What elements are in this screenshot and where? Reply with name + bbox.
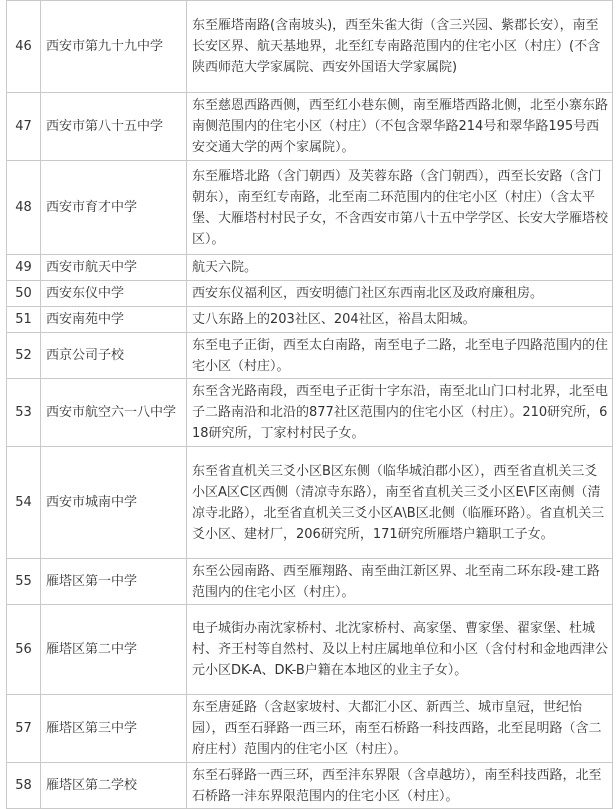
row-number: 57	[7, 695, 41, 763]
row-number: 54	[7, 447, 41, 559]
school-name: 西安市航空六一八中学	[41, 379, 187, 447]
table-row	[7, 447, 613, 559]
school-name: 西京公司子校	[41, 333, 187, 379]
row-number: 53	[7, 379, 41, 447]
row-number: 56	[7, 605, 41, 695]
row-number: 46	[7, 1, 41, 93]
table-row	[7, 161, 613, 255]
table-row	[7, 605, 613, 695]
school-name: 雁塔区第三中学	[41, 695, 187, 763]
row-number: 50	[7, 281, 41, 307]
table-row	[7, 763, 613, 809]
district-area: 丈八东路上的203社区、204社区，裕昌太阳城。	[187, 307, 613, 333]
row-number: 55	[7, 559, 41, 605]
table-row	[7, 307, 613, 333]
school-name: 西安市育才中学	[41, 161, 187, 255]
district-area: 东至含光路南段，西至电子正街十字东沿，南至北山门口村北界，北至电子二路南沿和北沿的877社区范围内的住宅小区（村庄）。210研究所，618研究所，丁家村村民子女。	[187, 379, 613, 447]
district-area: 电子城街办南沈家桥村、北沈家桥村、高家堡、曹家堡、翟家堡、杜城村、齐王村等自然村、及以上村庄属地单位和小区（含付村和金地西津公元小区DK-A、DK-B户籍在本地区的业主子女）。	[187, 605, 613, 695]
district-area: 东至石驿路一西三环，西至沣东界限（含卓越坊），南至科技西路，北至石桥路一沣东界限范围内的住宅小区（村庄）。	[187, 763, 613, 809]
table-row	[7, 281, 613, 307]
school-name: 西安市第九十九中学	[41, 1, 187, 93]
school-name: 雁塔区第二学校	[41, 763, 187, 809]
row-number: 47	[7, 93, 41, 161]
district-area: 东至公园南路、西至雁翔路、南至曲江新区界、北至南二环东段-建工路范围内的住宅小区（村庄）。	[187, 559, 613, 605]
school-name: 雁塔区第二中学	[41, 605, 187, 695]
district-area: 东至省直机关三爻小区B区东侧（临华城泊郡小区），西至省直机关三爻小区A区C区西侧（清凉寺东路），南至省直机关三爻小区E\F区南侧（清凉寺北路），北至省直机关三爻小区A\B区北侧（临雁环路）。省直机关三爻小区、建材厂，206研究所，171研究所雁塔户籍职工子女。	[187, 447, 613, 559]
row-number: 52	[7, 333, 41, 379]
school-name: 西安南苑中学	[41, 307, 187, 333]
school-name: 西安市航天中学	[41, 255, 187, 281]
row-number: 51	[7, 307, 41, 333]
district-area: 东至唐延路（含赵家坡村、大都汇小区、新西兰、城市皇冠，世纪怡园），西至石驿路一西三环，南至石桥路一科技西路，北至昆明路（含二府庄村）范围内的住宅小区（村庄）。	[187, 695, 613, 763]
district-area: 东至雁塔南路(含南坡头)，西至朱雀大街（含三兴园、紫郡长安），南至长安区界、航天基地界，北至红专南路范围内的住宅小区（村庄）(不含陕西师范大学家属院、西安外国语大学家属院)	[187, 1, 613, 93]
school-name: 雁塔区第一中学	[41, 559, 187, 605]
school-district-table	[6, 0, 613, 809]
table-row	[7, 379, 613, 447]
row-number: 49	[7, 255, 41, 281]
school-name: 西安市城南中学	[41, 447, 187, 559]
table-row	[7, 1, 613, 93]
district-area: 西安东仪福利区，西安明德门社区东西南北区及政府廉租房。	[187, 281, 613, 307]
district-area: 东至电子正街，西至太白南路，南至电子二路，北至电子四路范围内的住宅小区（村庄）。	[187, 333, 613, 379]
row-number: 58	[7, 763, 41, 809]
school-name: 西安东仪中学	[41, 281, 187, 307]
district-area: 航天六院。	[187, 255, 613, 281]
table-row	[7, 333, 613, 379]
table-row	[7, 559, 613, 605]
school-name: 西安市第八十五中学	[41, 93, 187, 161]
row-number: 48	[7, 161, 41, 255]
district-area: 东至雁塔北路（含门朝西）及芙蓉东路（含门朝西），西至长安路（含门朝东），南至红专南路，北至南二环范围内的住宅小区（村庄）（含太平堡、大雁塔村村民子女，不含西安市第八十五中学学区、长安大学雁塔校区）。	[187, 161, 613, 255]
table-row	[7, 695, 613, 763]
district-area: 东至慈恩西路西侧，西至红小巷东侧，南至雁塔西路北侧，北至小寨东路南侧范围内的住宅小区（村庄）（不包含翠华路214号和翠华路195号西安交通大学的两个家属院）。	[187, 93, 613, 161]
table-row	[7, 93, 613, 161]
table-row	[7, 255, 613, 281]
